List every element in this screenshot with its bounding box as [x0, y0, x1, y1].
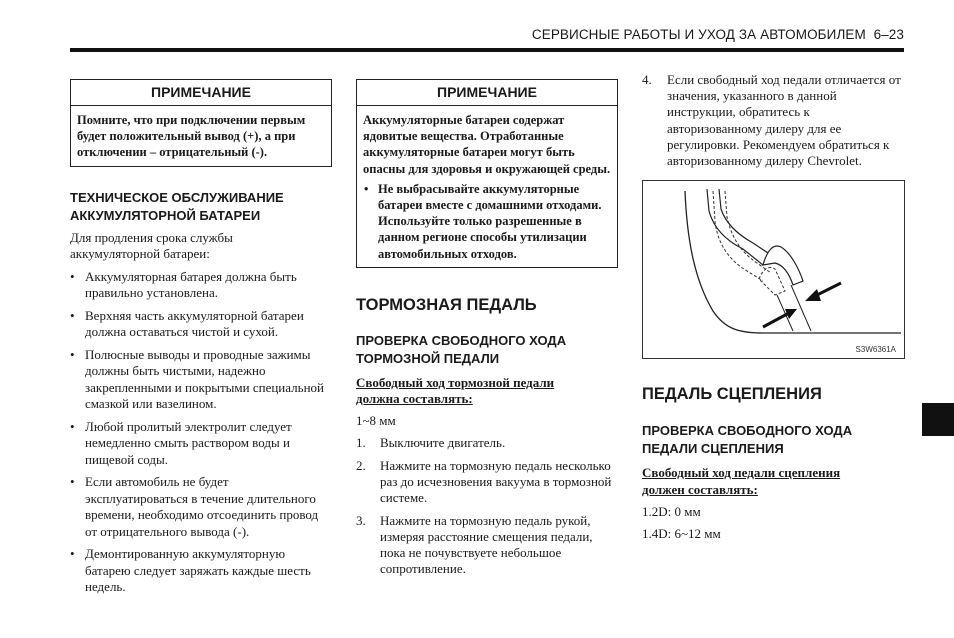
column-2 — [356, 79, 618, 584]
note-bullet: • Не выбрасывайте аккумуляторные батареи вместе с домашними отходами. Используйте только разрешенные в данном регионе способы утилизации автомобильных отходов. — [363, 181, 612, 262]
column-3 — [642, 72, 904, 176]
brake-pedal-heading: ТОРМОЗНАЯ ПЕДАЛЬ — [356, 295, 537, 314]
clutch-pedal-heading: ПЕДАЛЬ СЦЕПЛЕНИЯ — [642, 385, 822, 403]
battery-intro: Для продления срока службы аккумуляторной батареи: — [70, 229, 233, 262]
section-tab-marker — [922, 403, 954, 436]
list-item: 4. Если свободный ход педали отличается от значения, указанного в данной инструкции, обратитесь к авторизованному дилеру для ее регулировки. Рекомендуем обратиться к авторизованному дилеру Chevrolet. — [642, 72, 901, 169]
clutch-section — [642, 384, 904, 542]
column-1 — [70, 79, 332, 602]
brake-spec-value: 1~8 мм — [356, 412, 396, 428]
clutch-spec-label: Свободный ход педали сцепления должен составлять: — [642, 465, 841, 497]
battery-bullets — [70, 269, 332, 596]
note-title: ПРИМЕЧАНИЕ — [357, 80, 617, 106]
battery-maintenance-heading: ТЕХНИЧЕСКОЕ ОБСЛУЖИВАНИЕ АККУМУЛЯТОРНОЙ БАТАРЕИ — [70, 189, 284, 223]
page-header — [486, 27, 904, 42]
brake-spec-label: Свободный ход тормозной педали должна составлять: — [356, 374, 555, 407]
note-box-connection — [70, 79, 332, 167]
brake-pedal-figure — [642, 180, 905, 359]
brake-freeplay-subheading: ПРОВЕРКА СВОБОДНОГО ХОДА ТОРМОЗНОЙ ПЕДАЛИ — [356, 332, 567, 366]
list-item: • Если автомобиль не будет эксплуатироваться в течение длительного времени, необходимо отсоединить провод от отрицательного вывода (-). — [70, 474, 325, 540]
note-body: Аккумуляторные батареи содержат ядовитые вещества. Отработанные аккумуляторные батареи могут быть опасны для здоровья и окружающей среды. — [363, 113, 611, 176]
list-item: • Верхняя часть аккумуляторной батареи должна оставаться чистой и сухой. — [70, 308, 330, 341]
note-body: Помните, что при подключении первым будет положительный вывод (+), а при отключении – отрицательный (-). — [77, 113, 306, 160]
brake-steps — [356, 435, 618, 577]
list-item: • Любой пролитый электролит следует немедленно смыть раствором воды и пищевой соды. — [70, 419, 330, 469]
list-item: 2. Нажмите на тормозную педаль несколько раз до исчезновения вакуума в тормозной системе. — [356, 458, 612, 506]
header-rule — [70, 48, 904, 52]
clutch-spec-value: 1.4D: 6~12 мм — [642, 525, 721, 541]
list-item: • Аккумуляторная батарея должна быть правильно установлена. — [70, 269, 325, 302]
list-item: 1. Выключите двигатель. — [356, 435, 506, 451]
figure-label: S3W6361A — [855, 345, 896, 354]
list-item: 3. Нажмите на тормозную педаль рукой, измеряя расстояние смещения педали, пока не почувствуете небольшое сопротивление. — [356, 513, 593, 577]
note-title: ПРИМЕЧАНИЕ — [71, 80, 331, 106]
header-title: СЕРВИСНЫЕ РАБОТЫ И УХОД ЗА АВТОМОБИЛЕМ — [531, 27, 866, 42]
list-item: • Полюсные выводы и проводные зажимы должны быть чистыми, надежно закрепленными и покрытыми специальной смазкой или вазелином. — [70, 347, 332, 413]
brake-step-4 — [642, 72, 904, 169]
list-item: • Демонтированную аккумуляторную батарею следует заряжать каждые шесть недель. — [70, 546, 332, 596]
page-number: 6–23 — [873, 27, 904, 42]
pedal-diagram — [643, 181, 904, 358]
note-box-disposal — [356, 79, 618, 268]
clutch-freeplay-subheading: ПРОВЕРКА СВОБОДНОГО ХОДА ПЕДАЛИ СЦЕПЛЕНИЯ — [642, 423, 853, 456]
clutch-spec-value: 1.2D: 0 мм — [642, 504, 701, 519]
